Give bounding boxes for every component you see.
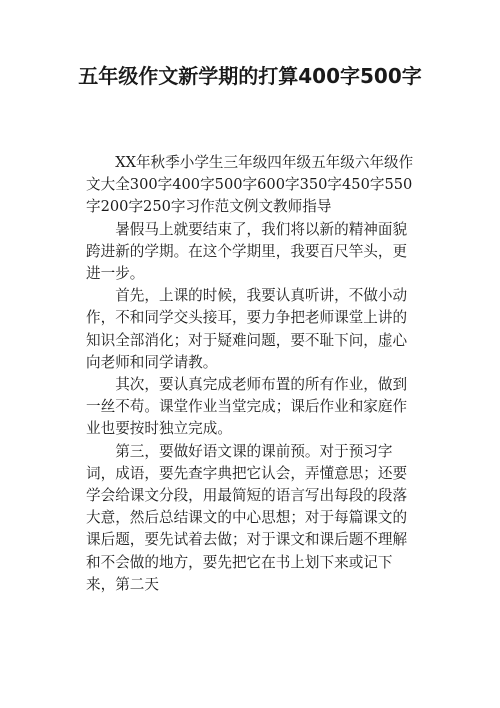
paragraph-4: 第三，要做好语文课的课前预。对于预习字词，成语，要先查字典把它认会，弄懂意思；还要学会给课文分段，用最简短的语言写出每段的段落大意，然后总结课文的中心思想；对于每篇课文的课后题，要先试着去做；对于课文和课后题不理解和不会做的地方，要先把它在书上划下来或记下来，第二天	[86, 442, 408, 593]
paragraph-3: 其次，要认真完成老师布置的所有作业，做到一丝不苟。课堂作业当堂完成；课后作业和家庭作业也要按时独立完成。	[86, 376, 408, 438]
document-title: 五年级作文新学期的打算400字500字	[78, 64, 422, 88]
paragraph-1: 暑假马上就要结束了，我们将以新的精神面貌跨进新的学期。在这个学期里，我要百尺竿头，更进一步。	[86, 220, 408, 283]
paragraph-intro: XX年秋季小学生三年级四年级五年级六年级作文大全300字400字500字600字350字450字550字200字250字习作范文例文教师指导	[86, 154, 414, 216]
paragraph-2: 首先，上课的时候，我要认真听讲，不做小动作，不和同学交头接耳，要力争把老师课堂上讲的知识全部消化；对于疑难问题，要不耻下问，虚心向老师和同学请教。	[86, 287, 408, 371]
document-body	[86, 152, 418, 596]
